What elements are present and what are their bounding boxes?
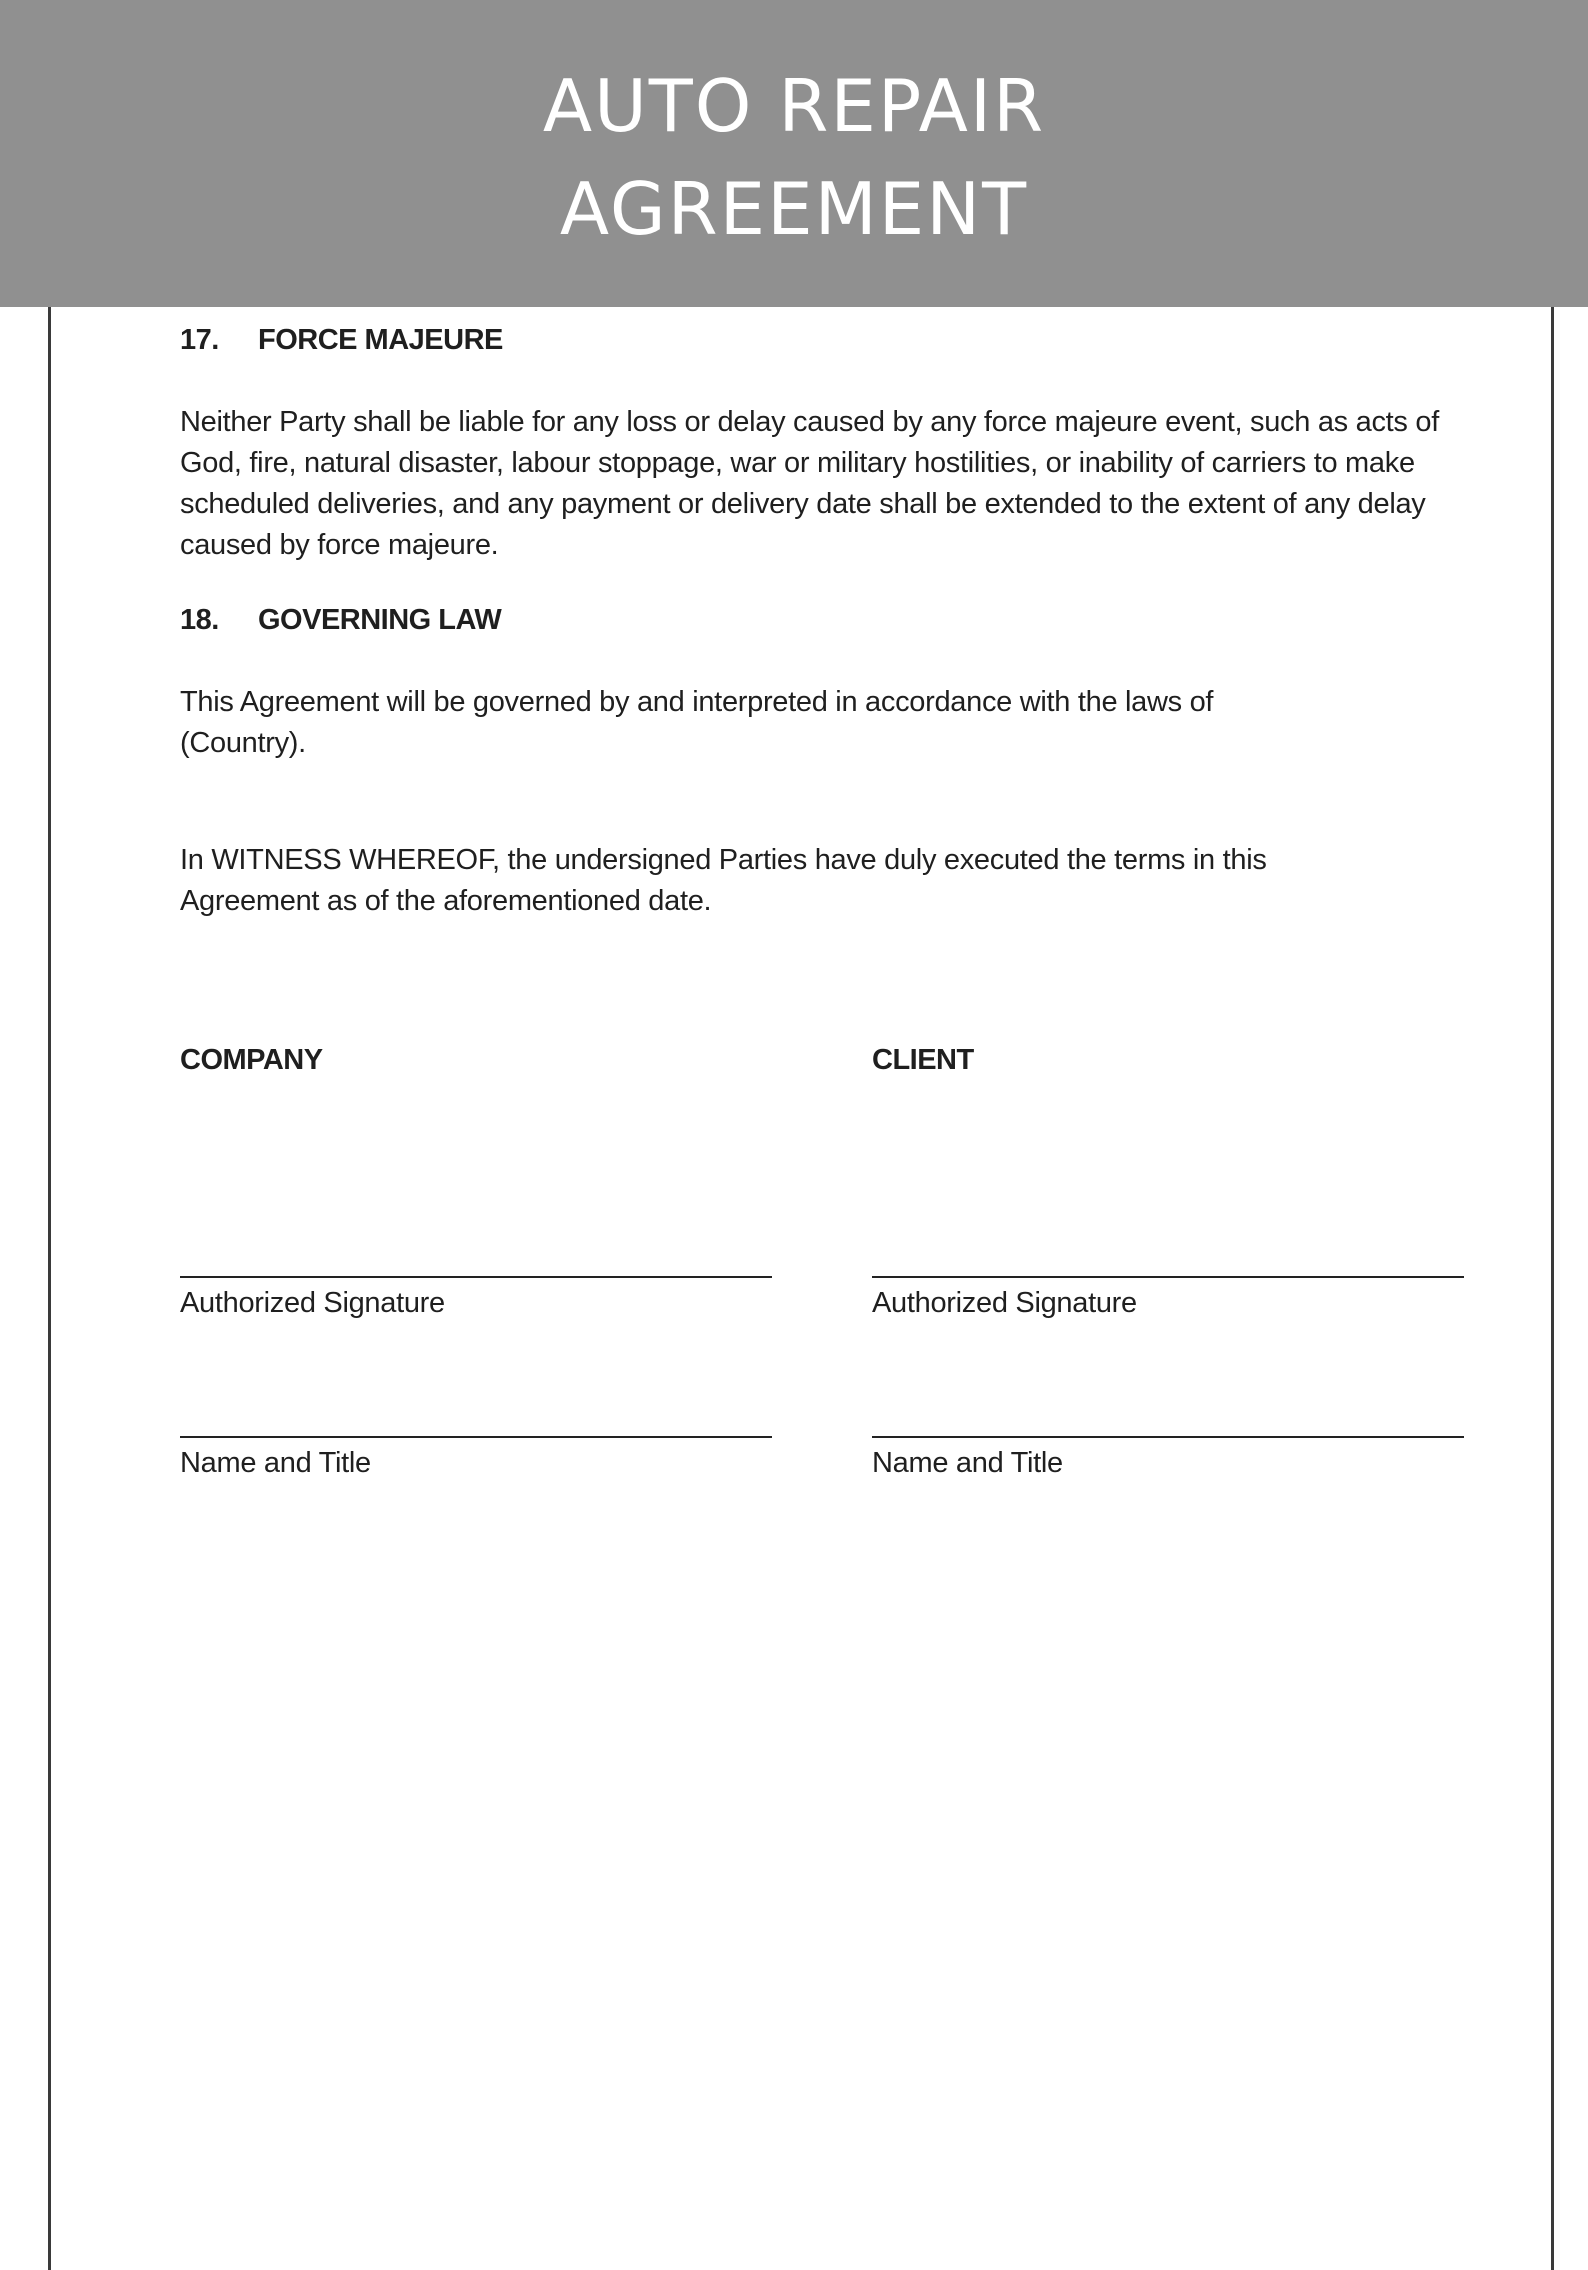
document-page-frame xyxy=(48,280,1554,2270)
section-heading-force-majeure xyxy=(180,320,503,361)
signature-line xyxy=(180,1276,772,1278)
section-heading-governing-law xyxy=(180,600,501,641)
banner-title-line-2: AGREEMENT xyxy=(559,167,1029,251)
party-label-client: CLIENT xyxy=(872,1044,974,1076)
title-banner xyxy=(0,0,1588,307)
signature-line xyxy=(872,1276,1464,1278)
section-number: 17. xyxy=(180,324,219,356)
banner-title-line-1: AUTO REPAIR xyxy=(542,64,1046,148)
name-title-line xyxy=(872,1436,1464,1438)
section-title: GOVERNING LAW xyxy=(258,604,502,636)
name-and-title-label: Name and Title xyxy=(180,1447,371,1479)
party-label-company: COMPANY xyxy=(180,1044,323,1076)
section-title: FORCE MAJEURE xyxy=(258,324,503,356)
section-text-governing-law: This Agreement will be governed by and interpreted in accordance with the laws of (Country). xyxy=(180,686,1214,759)
section-number: 18. xyxy=(180,604,219,636)
name-title-line xyxy=(180,1436,772,1438)
authorized-signature-label: Authorized Signature xyxy=(180,1287,445,1319)
authorized-signature-label: Authorized Signature xyxy=(872,1287,1137,1319)
name-and-title-label: Name and Title xyxy=(872,1447,1063,1479)
section-text-force-majeure: Neither Party shall be liable for any loss or delay caused by any force majeure event, such as acts of God, fire, natural disaster, labour stoppage, war or military hostilities, or inability of carriers to make scheduled deliveries, and any payment or delivery date shall be extended to the extent of any delay caused by force majeure. xyxy=(180,406,1439,561)
witness-clause: In WITNESS WHEREOF, the undersigned Parties have duly executed the terms in this Agreement as of the aforementioned date. xyxy=(180,844,1267,917)
